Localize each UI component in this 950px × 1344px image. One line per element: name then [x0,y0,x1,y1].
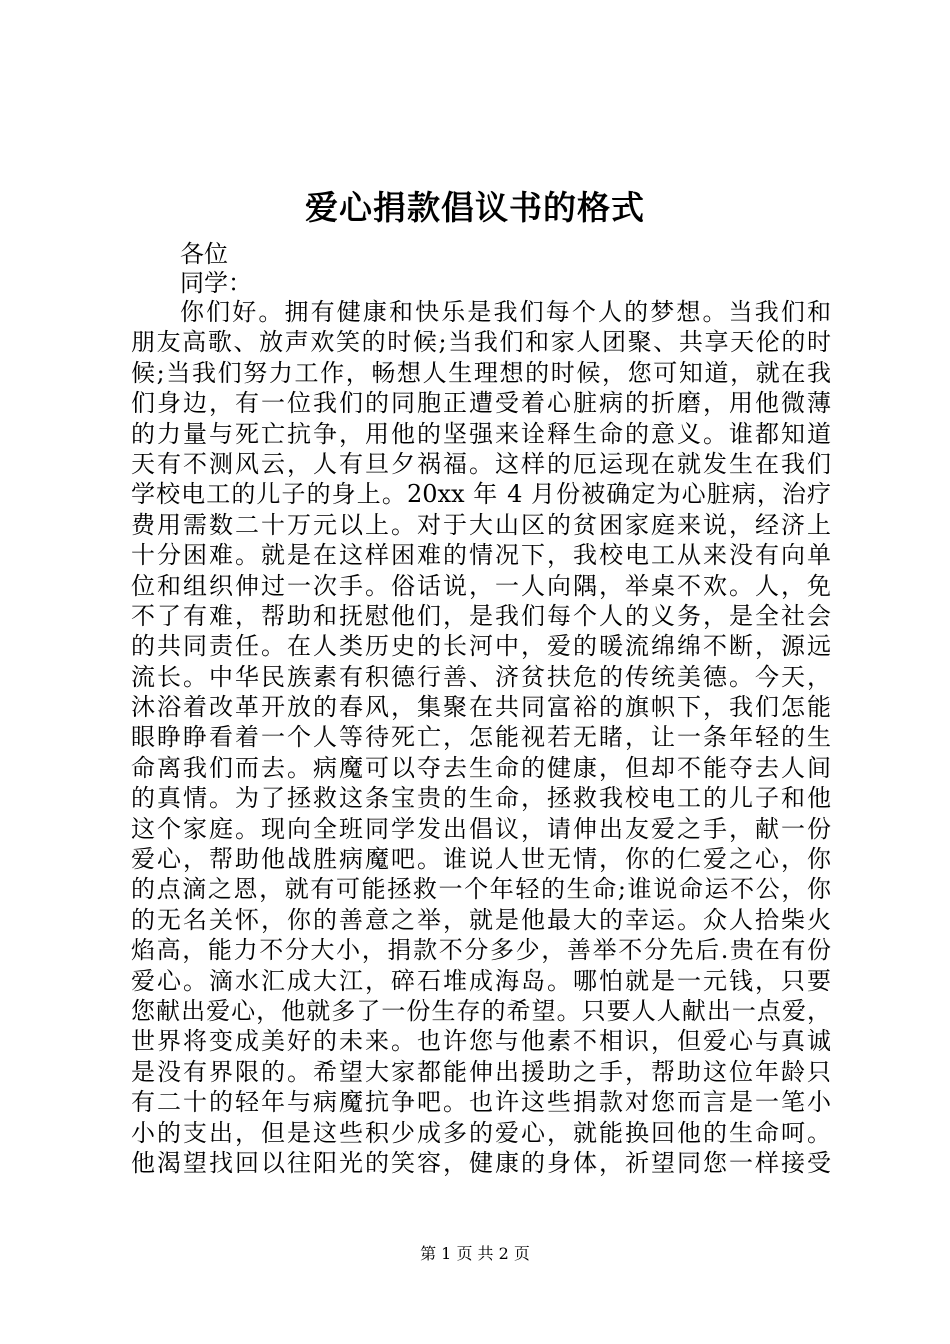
body-line: 这个家庭。现向全班同学发出倡议，请伸出友爱之手，献一份 [131,814,831,843]
body-line: 费用需数二十万元以上。对于大山区的贫困家庭来说，经济上 [131,510,831,539]
body-line: 的点滴之恩，就有可能拯救一个年轻的生命;谁说命运不公，你 [131,875,831,904]
body-line: 十分困难。就是在这样困难的情况下，我校电工从来没有向单 [131,541,831,570]
body-line: 的真情。为了拯救这条宝贵的生命，拯救我校电工的儿子和他 [131,784,831,813]
page-footer: 第 1 页 共 2 页 [420,1244,530,1263]
body-line: 们身边，有一位我们的同胞正遭受着心脏病的折磨，用他微薄 [131,389,831,418]
body-line: 您献出爱心，他就多了一份生存的希望。只要人人献出一点爱， [131,996,831,1025]
salutation-line-2: 同学： [180,269,252,297]
body-line: 爱心。滴水汇成大江，碎石堆成海岛。哪怕就是一元钱，只要 [131,966,831,995]
body-line: 他渴望找回以往阳光的笑容，健康的身体，祈望同您一样接受 [131,1148,831,1177]
body-line: 是没有界限的。希望大家都能伸出援助之手，帮助这位年龄只 [131,1057,831,1086]
body-line: 命离我们而去。病魔可以夺去生命的健康，但却不能夺去人间 [131,753,831,782]
body-line: 的共同责任。在人类历史的长河中，爱的暖流绵绵不断，源远 [131,632,831,661]
body-line: 学校电工的儿子的身上。20xx 年 4 月份被确定为心脏病，治疗 [131,480,831,509]
body-line: 流长。中华民族素有积德行善、济贫扶危的传统美德。今天， [131,662,831,691]
body-line: 有二十的轻年与病魔抗争吧。也许这些捐款对您而言是一笔小 [131,1088,831,1117]
body-paragraph [131,297,831,1178]
body-line: 的力量与死亡抗争，用他的坚强来诠释生命的意义。谁都知道 [131,419,831,448]
body-line: 的无名关怀，你的善意之举，就是他最大的幸运。众人拾柴火 [131,905,831,934]
body-line: 世界将变成美好的未来。也许您与他素不相识，但爱心与真诚 [131,1027,831,1056]
body-line: 天有不测风云，人有旦夕祸福。这样的厄运现在就发生在我们 [131,449,831,478]
body-line: 小的支出，但是这些积少成多的爱心，就能换回他的生命呵。 [131,1118,831,1147]
body-line: 朋友高歌、放声欢笑的时候;当我们和家人团聚、共享天伦的时 [131,328,831,357]
body-line: 你们好。拥有健康和快乐是我们每个人的梦想。当我们和 [180,298,831,326]
body-line: 候;当我们努力工作，畅想人生理想的时候，您可知道，就在我 [131,358,831,387]
body-line: 位和组织伸过一次手。俗话说，一人向隅，举桌不欢。人，免 [131,571,831,600]
document-title: 爱心捐款倡议书的格式 [305,188,645,227]
body-line: 焰高，能力不分大小，捐款不分多少，善举不分先后.贵在有份 [131,936,831,965]
body-line: 眼睁睁看着一个人等待死亡，怎能视若无睹，让一条年轻的生 [131,723,831,752]
body-line: 沐浴着改革开放的春风，集聚在共同富裕的旗帜下，我们怎能 [131,693,831,722]
salutation-line-1: 各位 [180,240,228,268]
body-line: 不了有难，帮助和抚慰他们，是我们每个人的义务，是全社会 [131,601,831,630]
body-line: 爱心，帮助他战胜病魔吧。谁说人世无情，你的仁爱之心，你 [131,845,831,874]
